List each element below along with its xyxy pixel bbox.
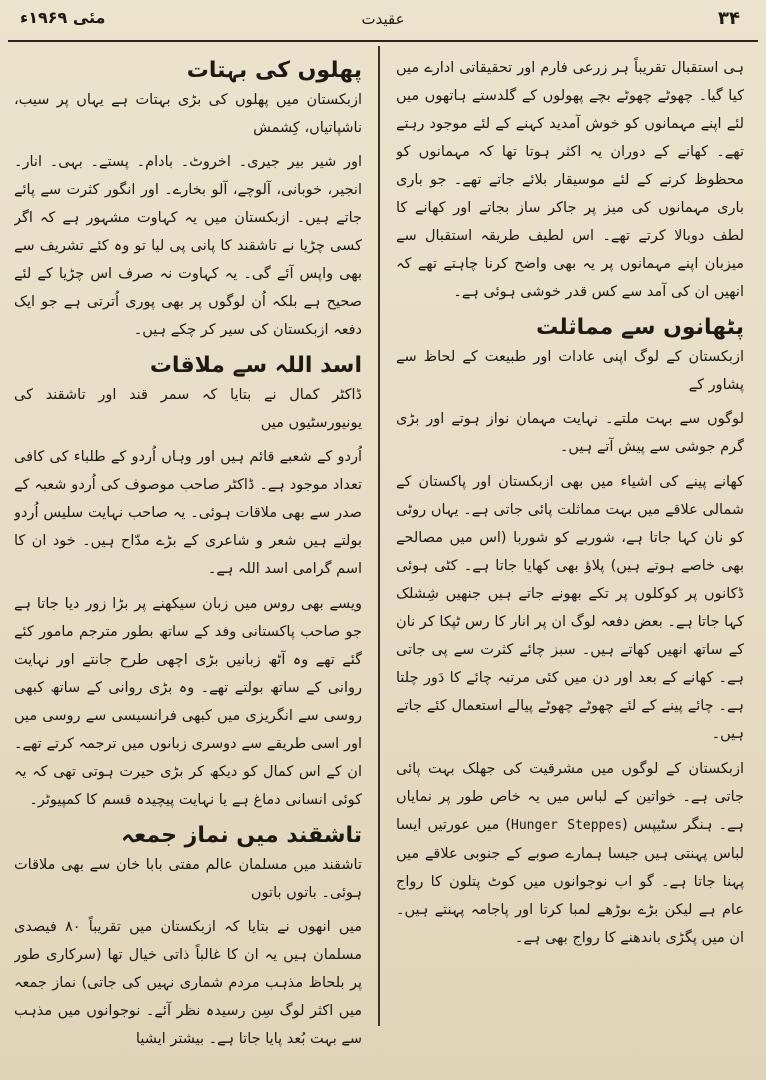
right-column — [396, 54, 744, 1054]
paragraph — [396, 755, 744, 952]
paragraph: کھانے پینے کی اشیاء میں بھی ازبکستان اور پاکستان کے شمالی علاقے میں بہت مماثلت پائی جاتی ہے۔ یہاں روٹی کو نان کہا جاتا ہے، شوربے کو شوربا (اس میں مصالحے بھی خاصے ہوتے ہیں) پلاؤ بھی کھایا جاتا ہے۔ کٹی ہوئی ڈکانوں پر کوکلوں پر تکے بھونے جاتے ہیں جنھیں شِشلک کہا جاتا ہے۔ بعض دفعہ لوگ ان پر انار کا رس ٹپکا کر نان کے ساتھ انھیں کھاتے ہیں۔ سبز چائے کثرت سے پی جاتی ہے۔ کھانے کے بعد اور دن میں کئی مرتبہ چائے کا دَور چلتا ہے۔ چائے پینے کے لئے چھوٹے چھوٹے پیالے استعمال کئے جاتے ہیں۔ — [396, 474, 744, 742]
page-number: ۳۴ — [718, 8, 740, 29]
text-run: ) میں عورتیں ایسا لباس پہنتی ہیں جیسا ہمارے صوبے کے جنوبی علاقے میں پہنا جاتا ہے۔ گو اب نوجوانوں میں کوٹ پتلون کا رواج عام ہے لیکن بڑے بوڑھے لمبا کرتا اور پاجامہ پہنتے ہیں۔ ان میں پگڑی باندھنے کا رواج بھی ہے۔ — [396, 817, 744, 946]
issue-date: مئی ۱۹۶۹ء — [20, 8, 106, 27]
left-column — [14, 54, 362, 1054]
section-heading — [14, 56, 362, 142]
heading-title: پٹھانوں سے مماثلت — [536, 315, 744, 340]
column-divider — [378, 46, 380, 1026]
page-header — [0, 0, 766, 40]
section-heading — [14, 821, 362, 907]
paragraph: ویسے بھی روس میں زبان سیکھنے پر بڑا زور دیا جاتا ہے جو صاحب پاکستانی وفد کے ساتھ بطور مترجم مامور کئے گئے تھے وہ آٹھ زبانیں بڑی اچھی طرح جانتے اور نہایت روانی کے ساتھ بولتے تھے۔ وہ بڑی روانی کے ساتھ کبھی روسی سے انگریزی میں کبھی فرانسیسی سے روسی میں اور اسی طریقے سے دوسری زبانوں میں ترجمہ کرتے تھے۔ ان کے اس کمال کو دیکھ کر بڑی حیرت ہوتی تھی کہ یہ کوئی انسانی دماغ ہے یا نہایت پیچیدہ قسم کا کمپیوٹر۔ — [14, 596, 362, 808]
section-heading — [14, 351, 362, 437]
paragraph: اور شیر بیر جیری۔ اخروٹ۔ بادام۔ پستے۔ بہی۔ انار۔ انجیر، خوبانی، آلوچے، آلو بخارے۔ اور انگور کثرت سے پائے جاتے ہیں۔ ازبکستان میں یہ کہاوت مشہور ہے کہ اگر کسی چڑیا نے تاشقند کا پانی پی لیا تو وہ کئے تشریف سے بھی واپس آئے گی۔ یہ کہاوت نہ صرف اس چڑیا کے لئے صحیح ہے بلکہ اُن لوگوں پر بھی پوری اُترتی ہے جو ایک دفعہ ازبکستان کی سیر کر چکے ہیں۔ — [14, 154, 362, 338]
heading-lead: ڈاکٹر کمال نے بتایا کہ سمر قند اور تاشقند کی یونیورسٹیوں میں — [14, 387, 362, 431]
header-rule — [8, 40, 758, 42]
heading-lead: ازبکستان کے لوگ اپنی عادات اور طبیعت کے لحاظ سے پشاور کے — [396, 349, 744, 393]
latin-term: Hunger Steppes — [511, 818, 623, 833]
paragraph: میں انھوں نے بتایا کہ ازبکستان میں تقریباً ۸۰ فیصدی مسلمان ہیں یہ ان کا غالباً ذاتی خیال تھا (سرکاری طور پر بلحاظ مذہب مردم شماری نہیں کی جاتی) نماز جمعہ میں اکثر لوگ سِن رسیدہ نظر آئے۔ نوجوانوں میں مذہب سے بہت بُعد پایا جاتا ہے۔ بیشتر ایشیا — [14, 919, 362, 1047]
paragraph: ہی استقبال تقریباً ہر زرعی فارم اور تحقیقاتی ادارے میں کیا گیا۔ چھوٹے چھوٹے بچے پھولوں کے گلدستے ہاتھوں میں لئے اپنے مہمانوں کو خوش آمدید کہنے کے لئے موجود رہتے تھے۔ کھانے کے دوران یہ اکثر ہوتا تھا کہ مہمانوں کو محظوظ کرنے کے لئے موسیقار بلائے جاتے تھے۔ جو باری باری مہمانوں کی میز پر جاکر ساز بجاتے اور کھانے کا لطف دوبالا کرتے تھے۔ اس لطیف طریقہ استقبال سے میزبان اپنے مہمانوں پر یہ بھی واضح کرنا چاہتے تھے کہ انھیں ان کی آمد سے کس قدر خوشی ہوئی ہے۔ — [396, 60, 744, 300]
heading-title: پھلوں کی بہتات — [186, 58, 362, 83]
heading-lead: ازبکستان میں پھلوں کی بڑی بہتات ہے یہاں پر سیب، ناشپاتیاں، کِشمش — [14, 92, 362, 136]
paragraph: اُردو کے شعبے قائم ہیں اور وہاں اُردو کے طلباء کی کافی تعداد موجود ہے۔ ڈاکٹر صاحب موصوف کی اُردو شعبہ کے صدر سے بھی ملاقات ہوئی۔ یہ صاحب نہایت سلیس اُردو بولتے ہیں شعر و شاعری کے بڑے مدّاح ہیں۔ خود ان کا اسم گرامی اسد اللہ ہے۔ — [14, 449, 362, 577]
heading-lead: تاشقند میں مسلمان عالم مفتی بابا خان سے بھی ملاقات ہوئی۔ باتوں باتوں — [14, 857, 362, 901]
text-run: ازبکستان کے لوگوں میں مشرقیت کی جھلک بہت پائی جاتی ہے۔ خواتین کے لباس میں یہ خاص طور پر نمایاں ہے۔ ہنگر سٹیپس ( — [396, 761, 744, 833]
section-heading — [396, 313, 744, 399]
heading-title: اسد اللہ سے ملاقات — [149, 353, 362, 378]
running-title: عقیدت — [361, 10, 405, 28]
paragraph: لوگوں سے بہت ملتے۔ نہایت مہمان نواز ہوتے اور بڑی گرم جوشی سے پیش آتے ہیں۔ — [396, 411, 744, 455]
heading-title: تاشقند میں نماز جمعہ — [121, 823, 362, 848]
